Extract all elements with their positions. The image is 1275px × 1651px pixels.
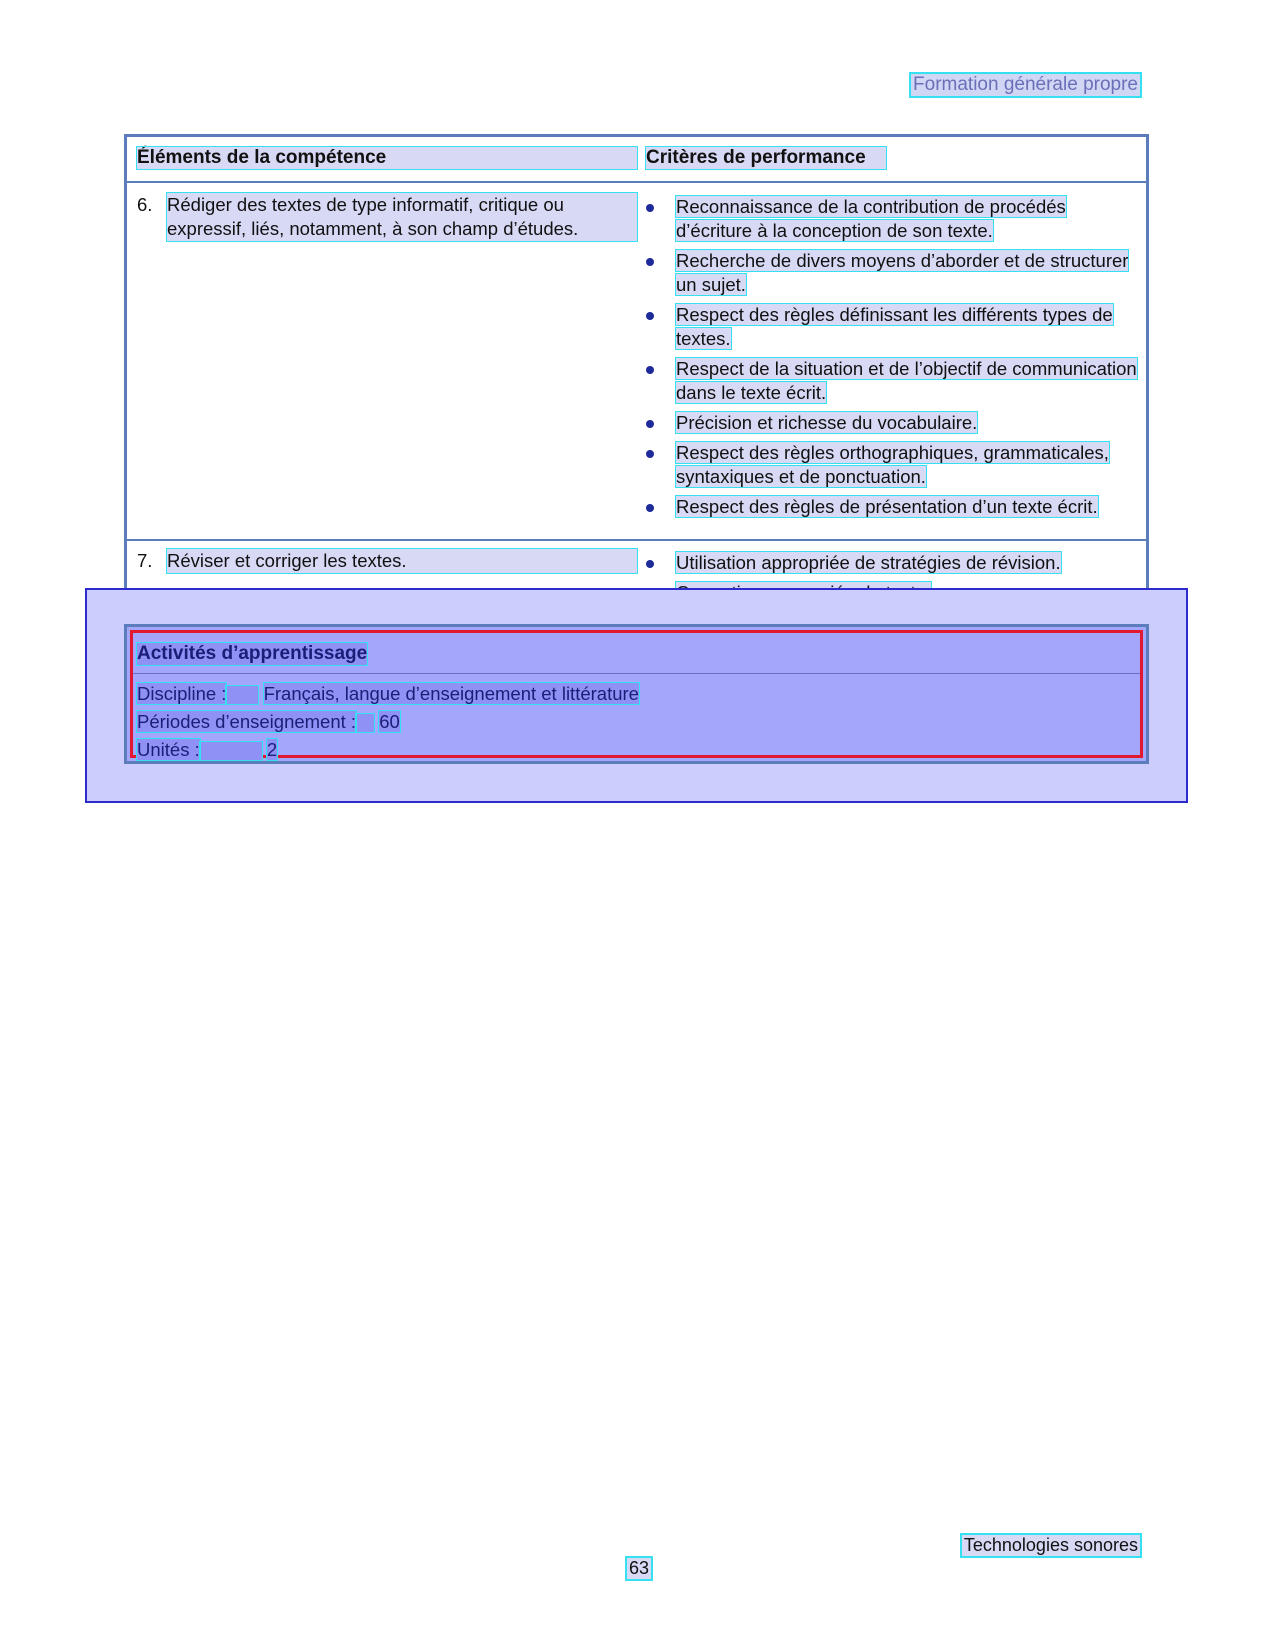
element-number: 7.: [137, 550, 153, 571]
bullet-icon: [646, 420, 654, 428]
element-number: 6.: [137, 194, 153, 215]
criteria-item: Respect des règles de présentation d’un texte écrit.: [646, 495, 1141, 519]
criteria-item: Respect des règles orthographiques, grammaticales, syntaxiques et de ponctuation.: [646, 441, 1141, 489]
divider: [133, 673, 1140, 674]
units-line: [137, 739, 277, 761]
running-header: Formation générale propre: [913, 74, 1138, 95]
activities-box: [124, 624, 1149, 764]
criteria-item: Recherche de divers moyens d’aborder et de structurer un sujet.: [646, 249, 1141, 297]
bullet-icon: [646, 258, 654, 266]
periods-line: [137, 711, 400, 733]
activities-frame: [130, 630, 1143, 758]
column-header-elements: Éléments de la compétence: [137, 147, 637, 169]
table-header-row: [127, 137, 1146, 183]
element-text: Rédiger des textes de type informatif, critique ou expressif, liés, notamment, à son champ d’études.: [167, 193, 637, 241]
periods-value: 60: [379, 711, 400, 732]
bullet-icon: [646, 312, 654, 320]
bullet-icon: [646, 450, 654, 458]
criteria-item: Précision et richesse du vocabulaire.: [646, 411, 1141, 435]
units-value: 2: [266, 739, 278, 760]
discipline-label: Discipline :: [137, 683, 227, 704]
competence-table: [124, 134, 1149, 607]
element-text: Réviser et corriger les textes.: [167, 549, 637, 573]
bullet-icon: [646, 504, 654, 512]
units-label: Unités :: [137, 739, 200, 760]
periods-label: Périodes d’enseignement :: [137, 711, 357, 732]
bullet-icon: [646, 560, 654, 568]
discipline-line: [137, 683, 639, 705]
criteria-item: Respect de la situation et de l’objectif de communication dans le texte écrit.: [646, 357, 1141, 405]
footer-program: Technologies sonores: [963, 1535, 1138, 1555]
criteria-item: Utilisation appropriée de stratégies de révision.: [646, 551, 1141, 575]
column-header-criteria: Critères de performance: [646, 147, 886, 169]
page-number: 63: [629, 1558, 650, 1578]
criteria-item: Respect des règles définissant les différents types de textes.: [646, 303, 1141, 351]
discipline-value: Français, langue d’enseignement et littérature: [263, 683, 639, 704]
bullet-icon: [646, 204, 654, 212]
criteria-list: [646, 195, 1141, 525]
criteria-item: Reconnaissance de la contribution de procédés d’écriture à la conception de son texte.: [646, 195, 1141, 243]
element-cell: [137, 549, 637, 573]
bullet-icon: [646, 366, 654, 374]
activities-title: Activités d’apprentissage: [137, 643, 368, 664]
element-cell: [137, 193, 637, 241]
table-row: [127, 181, 1146, 541]
